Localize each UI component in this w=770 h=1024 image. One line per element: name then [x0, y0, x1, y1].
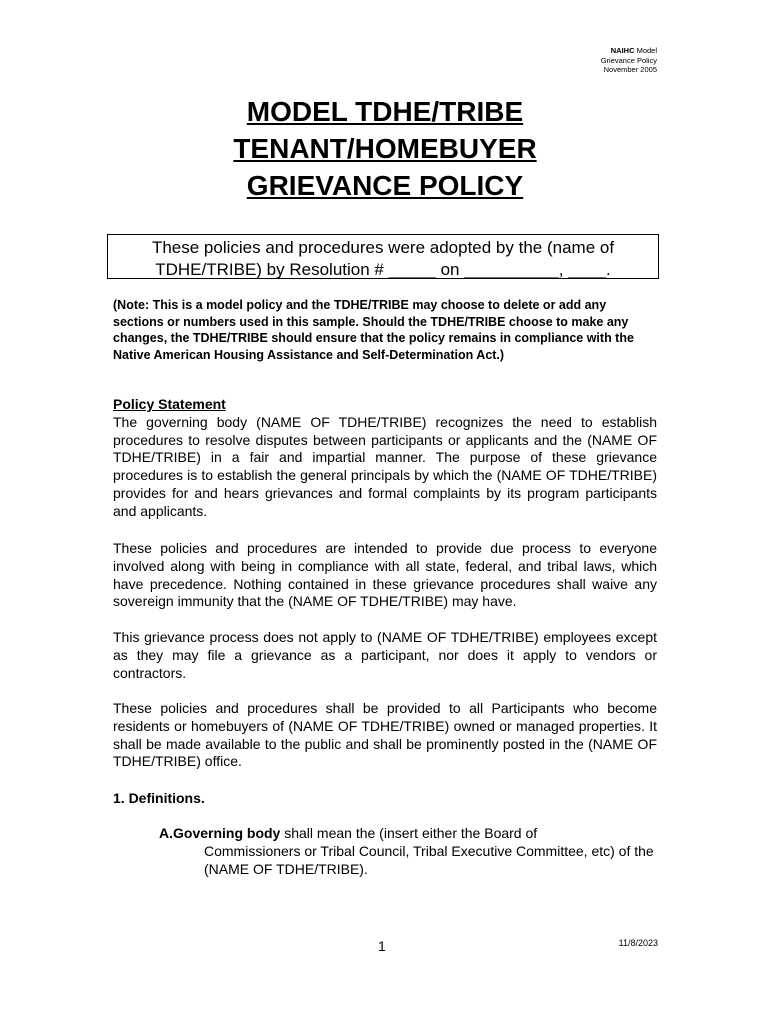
page-number: 1	[378, 938, 386, 954]
definitions-heading: 1. Definitions.	[113, 790, 205, 806]
policy-paragraph-3: This grievance process does not apply to (NAME OF TDHE/TRIBE) employees except as they may file a grievance as a participant, nor does it apply to vendors or contractors.	[113, 629, 657, 681]
header-org: NAIHC	[610, 46, 635, 55]
adoption-line1: These policies and procedures were adopted by the (name of	[151, 238, 615, 257]
definition-a-term: Governing body	[173, 825, 281, 841]
policy-paragraph-4: These policies and procedures shall be provided to all Participants who become residents or homebuyers of (NAME OF TDHE/TRIBE) owned or managed properties. It shall be made available to the public and shall be prominently posted in the (NAME OF TDHE/TRIBE) office.	[113, 700, 657, 770]
header-note	[601, 46, 657, 75]
definition-a-letter: A.	[159, 825, 173, 841]
definition-a-line1-rest: shall mean the (insert either the Board of	[280, 825, 538, 841]
header-note-line2: Grievance Policy	[600, 55, 657, 65]
document-title	[0, 93, 770, 204]
policy-paragraph-2: These policies and procedures are intended to provide due process to everyone involved along with being in compliance with all state, federal, and tribal laws, which have precedence. Nothing contained in these grievance procedures shall waive any sovereign immunity that the (NAME OF TDHE/TRIBE) may have.	[113, 540, 657, 610]
title-line2: TENANT/HOMEBUYER	[233, 133, 537, 164]
title-line3: GRIEVANCE POLICY	[246, 170, 524, 201]
model-policy-note: (Note: This is a model policy and the TDHE/TRIBE may choose to delete or add any sections or numbers used in this sample. Should the TDHE/TRIBE choose to make any changes, the TDHE/TRIBE should ensure that the policy remains in compliance with the Native American Housing Assistance and Self-Determination Act.)	[113, 298, 634, 362]
definition-a-first-line	[159, 824, 657, 842]
policy-paragraph-1: The governing body (NAME OF TDHE/TRIBE) recognizes the need to establish procedures to resolve disputes between participants or applicants and the (NAME OF TDHE/TRIBE) in a fair and impartial manner. The purpose of these grievance procedures is to establish the general principals by which the (NAME OF TDHE/TRIBE) provides for and hears grievances and formal complaints by its program participants and applicants.	[113, 413, 657, 519]
header-note-line1	[601, 46, 657, 56]
policy-statement-heading: Policy Statement	[113, 396, 226, 412]
adoption-box	[107, 234, 659, 279]
footer-date: 11/8/2023	[618, 938, 658, 948]
policy-statement	[113, 396, 657, 521]
definition-item-a	[159, 824, 657, 878]
definition-a-rest: Commissioners or Tribal Council, Tribal Executive Committee, etc) of the (NAME OF TDHE/TRIBE).	[204, 843, 654, 877]
header-note-line3: November 2005	[603, 65, 657, 74]
adoption-line2: TDHE/TRIBE) by Resolution # _____ on __________, ____.	[155, 260, 611, 279]
header-line1-rest: Model	[634, 46, 657, 55]
title-line1: MODEL TDHE/TRIBE	[246, 96, 524, 127]
